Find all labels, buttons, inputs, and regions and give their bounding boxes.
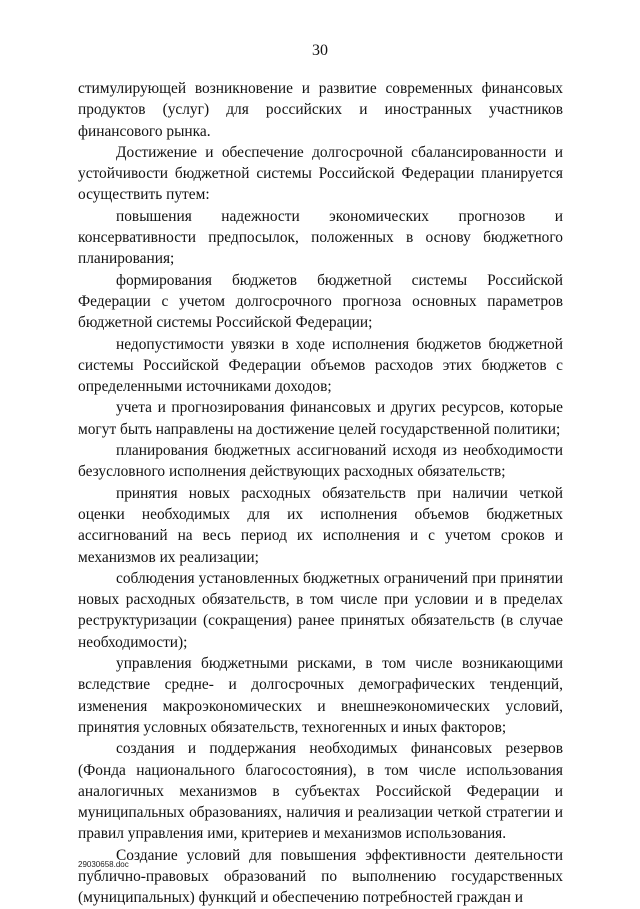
paragraph: учета и прогнозирования финансовых и других ресурсов, которые могут быть направлены на достижение целей государственной политики; [78, 399, 563, 438]
paragraph: Создание условий для повышения эффективности деятельности публично-правовых образований по выполнению государственных (муниципальных) функций и обеспечению потребностей граждан и [78, 846, 563, 907]
paragraph: стимулирующей возникновение и развитие современных финансовых продуктов (услуг) для российских и иностранных участников финансового рынка. [78, 80, 563, 140]
paragraph: планирования бюджетных ассигнований исходя из необходимости безусловного исполнения действующих расходных обязательств; [78, 442, 563, 481]
paragraph: Достижение и обеспечение долгосрочной сбалансированности и устойчивости бюджетной системы Российской Федерации планируется осуществить путем: [78, 143, 563, 204]
paragraph: формирования бюджетов бюджетной системы Российской Федерации с учетом долгосрочного прогноза основных параметров бюджетной системы Российской Федерации; [78, 271, 563, 332]
paragraph: принятия новых расходных обязательств при наличии четкой оценки необходимых для их исполнения объемов бюджетных ассигнований на весь период их исполнения и с учетом сроков и механизмов их реализации; [78, 484, 563, 566]
paragraph: создания и поддержания необходимых финансовых резервов (Фонда национального благосостояния), в том числе использования аналогичных механизмов в субъектах Российской Федерации и муниципальных образованиях, наличия и реализации четкой стратегии и правил управления ими, критериев и механизмов использования. [78, 740, 563, 843]
page-number: 30 [312, 42, 328, 59]
document-body [78, 78, 563, 909]
paragraph: соблюдения установленных бюджетных ограничений при принятии новых расходных обязательств, в том числе при условии и в пределах реструктуризации (сокращения) ранее принятых обязательств (в случае необходимости); [78, 569, 563, 651]
paragraph: повышения надежности экономических прогнозов и консервативности предпосылок, положенных в основу бюджетного планирования; [78, 207, 563, 268]
paragraph: управления бюджетными рисками, в том числе возникающими вследствие средне- и долгосрочных демографических тенденций, изменения макроэкономических и внешнеэкономических условий, принятия условных обязательств, техногенных и иных факторов; [78, 655, 563, 736]
footer-filename: 29030658.doc [78, 860, 129, 869]
paragraph: недопустимости увязки в ходе исполнения бюджетов бюджетной системы Российской Федерации объемов расходов этих бюджетов с определенными источниками доходов; [78, 335, 563, 396]
